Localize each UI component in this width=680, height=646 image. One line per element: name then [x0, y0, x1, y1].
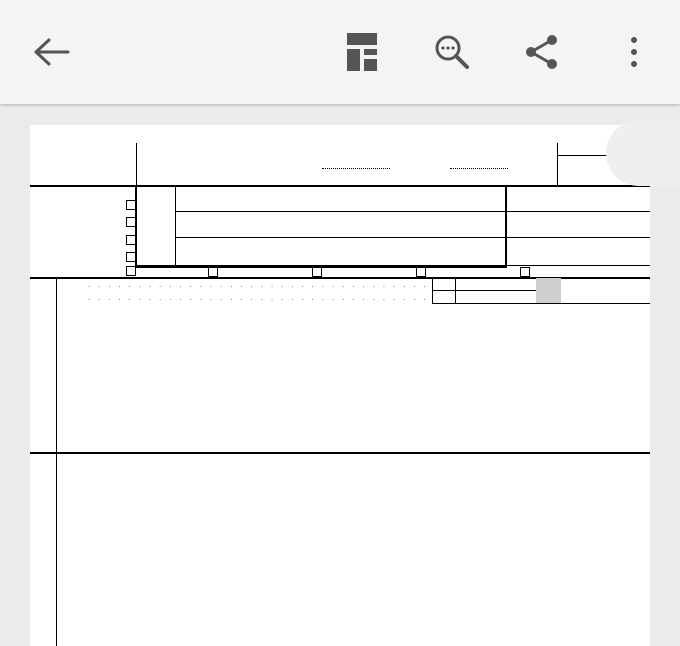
- line-1a: [30, 278, 650, 291]
- share-icon[interactable]: [522, 32, 562, 72]
- back-arrow-icon[interactable]: [32, 32, 72, 72]
- zoom-out-icon[interactable]: [432, 32, 472, 72]
- name-address-box: [135, 185, 507, 268]
- address-change-checkbox[interactable]: [520, 267, 530, 277]
- final-return-checkbox[interactable]: [312, 267, 322, 277]
- page-indicator: [606, 120, 680, 186]
- line-1b: [30, 291, 650, 304]
- app-toolbar: [0, 0, 680, 104]
- initial-return-checkbox[interactable]: [208, 267, 218, 277]
- more-vert-icon[interactable]: [614, 32, 654, 72]
- document-page: [30, 125, 650, 646]
- layout-icon[interactable]: [342, 32, 382, 72]
- name-change-checkbox[interactable]: [416, 267, 426, 277]
